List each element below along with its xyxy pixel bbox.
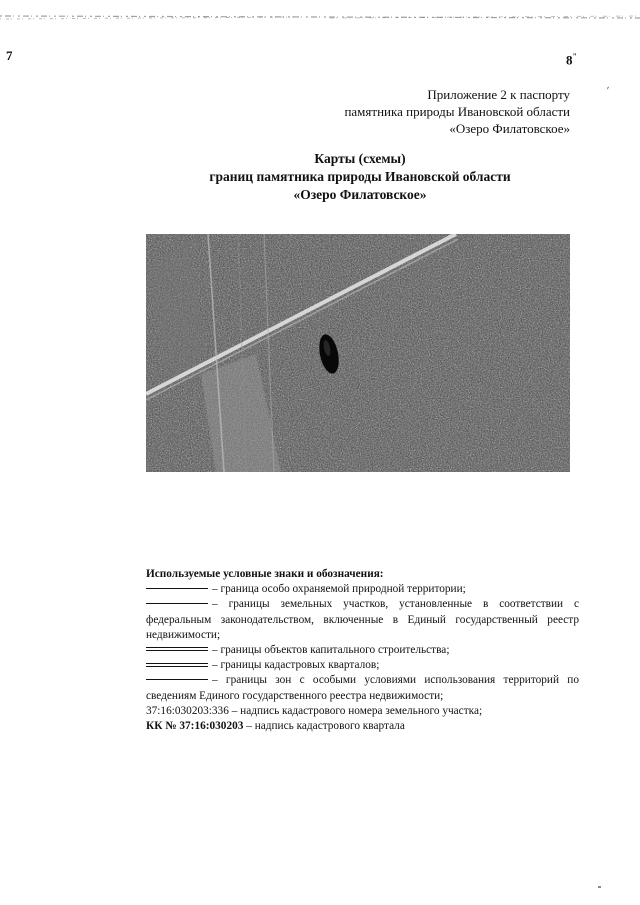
appendix-caption	[250, 86, 570, 137]
appendix-line: «Озеро Филатовское»	[449, 121, 570, 136]
legend-line-symbol	[146, 647, 208, 651]
appendix-line: Приложение 2 к паспорту	[427, 87, 570, 102]
legend	[146, 567, 579, 734]
title-line: Карты (схемы)	[314, 151, 406, 166]
legend-item: КК № 37:16:030203 – надпись кадастрового квартала	[146, 720, 405, 733]
legend-line-symbol	[146, 588, 208, 589]
legend-item: – границы объектов капитального строительства;	[146, 643, 579, 658]
legend-item: – границы земельных участков, установленные в соответствии с федеральным законодательством, включенные в Единый государственный реестр недвижимости;	[146, 598, 579, 641]
appendix-line: памятника природы Ивановской области	[344, 104, 570, 119]
title-line: «Озеро Филатовское»	[293, 187, 427, 202]
page-number-right: 8"	[566, 52, 577, 68]
page-number-left: 7	[6, 48, 13, 63]
title-line: границ памятника природы Ивановской области	[209, 169, 511, 184]
scan-speck	[598, 884, 606, 890]
document-title	[110, 150, 610, 204]
legend-line-symbol	[146, 603, 208, 604]
cadastral-quarter-label: КК № 37:16:030203	[146, 720, 244, 733]
legend-item: – граница особо охраняемой природной территории;	[146, 582, 579, 597]
scan-edge-noise	[0, 0, 640, 26]
legend-item: – границы зон с особыми условиями использования территорий по сведениям Единого государственного реестра недвижимости;	[146, 674, 579, 702]
legend-heading: Используемые условные знаки и обозначения:	[146, 568, 384, 580]
satellite-map-image	[146, 234, 570, 472]
margin-tick-mark: ´	[604, 84, 615, 99]
legend-line-symbol	[146, 663, 208, 667]
legend-line-symbol	[146, 679, 208, 680]
cadastral-number-label: 37:16:030203:336	[146, 704, 229, 717]
legend-item: 37:16:030203:336 – надпись кадастрового номера земельного участка;	[146, 704, 483, 717]
legend-item: – границы кадастровых кварталов;	[146, 658, 579, 673]
